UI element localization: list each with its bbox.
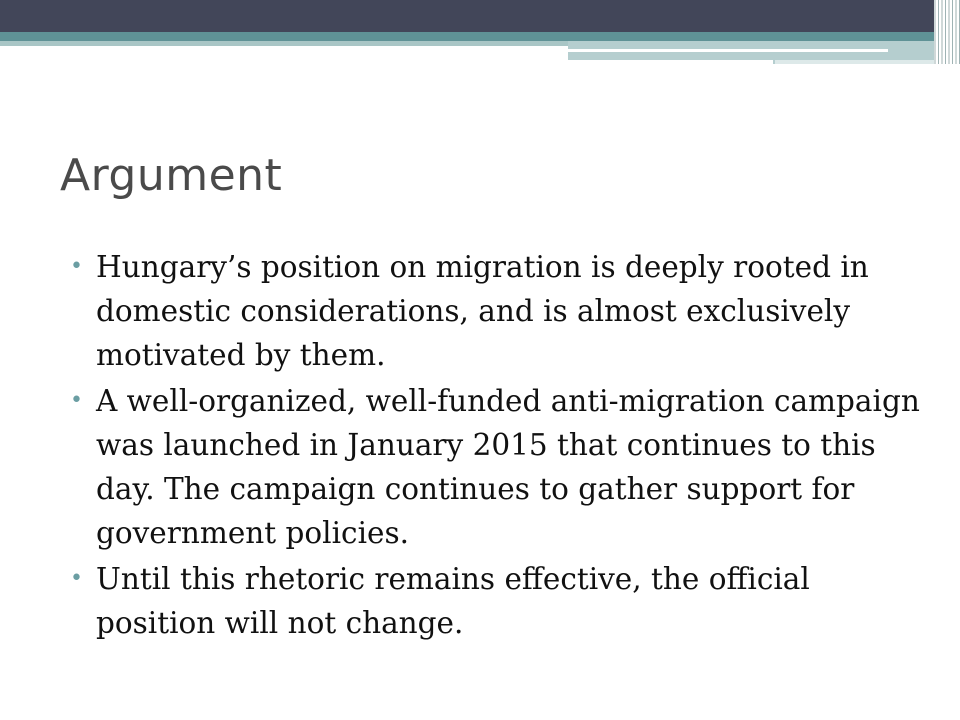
bullet-icon: •: [70, 566, 83, 591]
header-band-light: [0, 41, 570, 46]
bullet-icon: •: [70, 388, 83, 413]
header-band-teal: [0, 32, 960, 41]
bullet-list: [68, 245, 928, 647]
header-stripes: [934, 0, 960, 64]
bullet-item: [68, 379, 928, 555]
header-divider-line: [568, 49, 888, 52]
bullet-item: [68, 245, 928, 377]
bullet-text: Until this rhetoric remains effective, the official position will not change.: [96, 562, 810, 640]
slide-title: Argument: [60, 150, 283, 201]
bullet-icon: •: [70, 254, 83, 279]
header-band-dark: [0, 0, 960, 32]
bullet-item: [68, 557, 928, 645]
bullet-text: A well-organized, well-funded anti-migration campaign was launched in January 2015 that continues to this day. The campaign continues to gather support for government policies.: [96, 384, 920, 550]
header-divider-line: [568, 60, 773, 64]
header-band-pale: [775, 60, 935, 64]
bullet-text: Hungary’s position on migration is deeply rooted in domestic considerations, and is almost exclusively motivated by them.: [96, 250, 869, 372]
